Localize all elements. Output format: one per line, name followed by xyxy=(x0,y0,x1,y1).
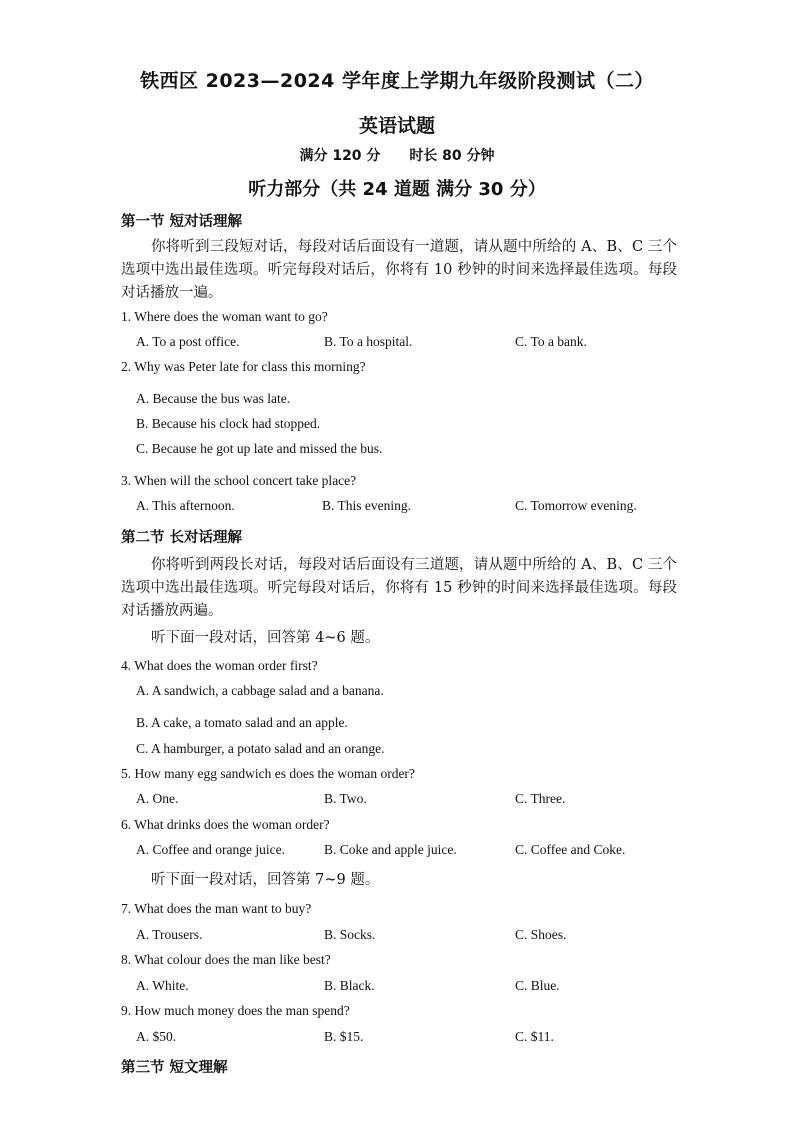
q6-option-a: A. Coffee and orange juice. xyxy=(136,842,285,857)
question-6: 6. What drinks does the woman order? xyxy=(121,817,330,832)
section2-instructions: 你将听到两段长对话，每段对话后面设有三道题，请从题中所给的 A、B、C 三个选项中选出最佳选项。听完每段对话后，你将有 15 秒钟的时间来选择最佳选项。每段对话播放两遍。 xyxy=(121,557,677,619)
q1-option-c: C. To a bank. xyxy=(515,334,587,349)
question-7: 7. What does the man want to buy? xyxy=(121,901,312,916)
q8-option-c: C. Blue. xyxy=(515,978,560,993)
question-9: 9. How much money does the man spend? xyxy=(121,1003,350,1018)
q3-option-a: A. This afternoon. xyxy=(136,498,235,513)
q7-option-c: C. Shoes. xyxy=(515,927,567,942)
question-3: 3. When will the school concert take place? xyxy=(121,473,357,488)
q8-option-b: B. Black. xyxy=(324,978,375,993)
q9-option-c: C. $11. xyxy=(515,1029,554,1044)
question-8: 8. What colour does the man like best? xyxy=(121,952,331,967)
total-score: 满分 120 分 xyxy=(299,148,381,164)
q5-option-a: A. One. xyxy=(136,791,179,806)
time-limit: 时长 80 分钟 xyxy=(409,148,495,164)
q2-option-b: B. Because his clock had stopped. xyxy=(136,416,321,431)
section1-instructions: 你将听到三段短对话，每段对话后面设有一道题，请从题中所给的 A、B、C 三个选项中选出最佳选项。听完每段对话后，你将有 10 秒钟的时间来选择最佳选项。每段对话播放一遍。 xyxy=(121,239,677,301)
q2-option-c: C. Because he got up late and missed the bus. xyxy=(136,441,383,456)
question-2: 2. Why was Peter late for class this morning? xyxy=(121,359,366,374)
q2-option-a: A. Because the bus was late. xyxy=(136,391,291,406)
q8-option-a: A. White. xyxy=(136,978,189,993)
q9-option-b: B. $15. xyxy=(324,1029,364,1044)
score-time-line xyxy=(0,145,794,165)
section2-heading: 第二节 长对话理解 xyxy=(121,530,243,546)
q4-option-a: A. A sandwich, a cabbage salad and a banana. xyxy=(136,683,384,698)
q3-option-c: C. Tomorrow evening. xyxy=(515,498,637,513)
q6-option-b: B. Coke and apple juice. xyxy=(324,842,457,857)
q9-option-a: A. $50. xyxy=(136,1029,177,1044)
q5-option-b: B. Two. xyxy=(324,791,367,806)
q4-option-b: B. A cake, a tomato salad and an apple. xyxy=(136,715,348,730)
q1-option-b: B. To a hospital. xyxy=(324,334,413,349)
question-5: 5. How many egg sandwich es does the woman order? xyxy=(121,766,415,781)
exam-title: 铁西区 2023—2024 学年度上学期九年级阶段测试（二） xyxy=(140,70,654,92)
q7-option-a: A. Trousers. xyxy=(136,927,203,942)
q4-option-c: C. A hamburger, a potato salad and an orange. xyxy=(136,741,385,756)
q7-option-b: B. Socks. xyxy=(324,927,376,942)
subject-title: 英语试题 xyxy=(358,115,435,137)
question-1: 1. Where does the woman want to go? xyxy=(121,309,328,324)
part-heading: 听力部分（共 24 道题 满分 30 分） xyxy=(248,179,546,200)
listen-instruction-2: 听下面一段对话，回答第 7~9 题。 xyxy=(151,872,380,888)
question-4: 4. What does the woman order first? xyxy=(121,658,318,673)
section3-heading: 第三节 短文理解 xyxy=(121,1060,228,1076)
listen-instruction-1: 听下面一段对话，回答第 4~6 题。 xyxy=(151,630,380,646)
section1-heading: 第一节 短对话理解 xyxy=(121,214,243,230)
q5-option-c: C. Three. xyxy=(515,791,566,806)
q1-option-a: A. To a post office. xyxy=(136,334,240,349)
q3-option-b: B. This evening. xyxy=(322,498,411,513)
q6-option-c: C. Coffee and Coke. xyxy=(515,842,626,857)
